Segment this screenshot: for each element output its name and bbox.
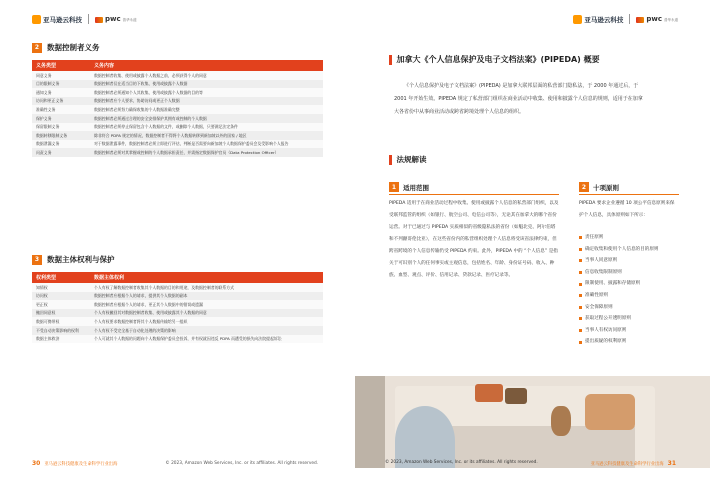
- bullet-icon: [579, 341, 582, 344]
- pwc-logo-subtext: 普华永道: [122, 18, 137, 22]
- table-header-row: [32, 272, 323, 283]
- footer-right: [591, 460, 676, 467]
- footer-brand: 亚马逊云科技健康及生命科学行业出海: [590, 461, 664, 467]
- table-row: [32, 114, 323, 123]
- principles-intro: PIPEDA 要求企业遵循 10 项公平信息原则来保护个人信息，具体原则如下所示：: [579, 201, 675, 218]
- section-number: 3: [32, 255, 42, 265]
- table-cell: 数据控制者应个人要求，协助访问或更正个人数据: [90, 97, 323, 106]
- table-cell: 除非符合 PDPA 规定的情况，数据控制者不得将个人数据转移到新加坡以外的国家 / 地区: [90, 131, 323, 140]
- table-cell: 个人有权撤回其对数据控制者收集、使用或披露其个人数据的同意: [90, 309, 323, 318]
- list-item-text: 安全保障原则: [585, 304, 613, 310]
- left-header-logos: [32, 14, 137, 24]
- aws-logo-text: 亚马逊云科技: [584, 15, 624, 24]
- principles-heading: [579, 182, 619, 192]
- heading-accent-bar: [389, 55, 392, 65]
- section-number: 1: [389, 182, 399, 192]
- table-cell: 个人有权了解数据控制者收集其个人数据的目的和用途，及数据控制者的联系方式: [90, 283, 323, 292]
- list-item: [579, 244, 679, 256]
- table-cell: 数据控制者必须停止保留包含个人数据的文件，或删除个人数据，只要满足法定条件: [90, 123, 323, 132]
- table-header-row: [32, 60, 323, 71]
- footer-brand: 亚马逊云科技健康及生命科学行业出海: [44, 461, 118, 467]
- table-row: [32, 105, 323, 114]
- bullet-icon: [579, 306, 582, 309]
- pipeda-overview-heading: [389, 54, 600, 65]
- section-title: 适用范围: [403, 183, 429, 192]
- section-title: 数据主体权利与保护: [47, 255, 115, 264]
- table-cell: 不受自动决策影响的权利: [32, 326, 90, 335]
- list-item-text: 获取过程公开透明原则: [585, 316, 631, 322]
- table-cell: 准确性义务: [32, 105, 90, 114]
- table-cell: 数据控制者必须通知个人其收集、使用或披露个人数据的目的等: [90, 88, 323, 97]
- list-item-text: 准确性原则: [585, 292, 608, 298]
- scope-underline: [389, 194, 559, 195]
- list-item: [579, 336, 679, 348]
- bullet-icon: [579, 329, 582, 332]
- page-number: 31: [667, 460, 676, 467]
- table-cell: 撤回同意权: [32, 309, 90, 318]
- table-cell: 保护义务: [32, 114, 90, 123]
- table-cell: 同意义务: [32, 71, 90, 80]
- table-row: [32, 326, 323, 335]
- pwc-logo-icon: [95, 17, 103, 23]
- list-item: [579, 267, 679, 279]
- section-title: 十项原则: [593, 183, 619, 192]
- table-row: [32, 123, 323, 132]
- pwc-logo-icon: [636, 17, 644, 23]
- footer-copyright: © 2023, Amazon Web Services, Inc. or its affiliates. All rights reserved.: [385, 460, 538, 465]
- table-header-cell: 义务类型: [32, 60, 90, 71]
- list-item-text: 当事人同意原则: [585, 258, 618, 264]
- table-row: [32, 292, 323, 301]
- scope-text: PIPEDA 适用于在商业活动过程中收集、使用或披露个人信息的私营部门组织，以及受联邦监管的组织（如银行、航空公司、电信公司等），无论其在加拿大的哪个省份运营。对于已通过与 PIPEDA 实质相似的省级隐私法的省份（如魁北克、阿尔伯塔和不列颠哥伦比亚），在这些省份内的私营组织处理个人信息将受该省法律约束，但跨省跨境的个人信息传输仍受 PIPEDA 约束。此外，PIPEDA 中的 “个人信息” 是指关于可识别个人的任何事实或主观信息，包括姓名、年龄、身份证号码、收入、种族、血型、观点、评价、信用记录、贷款记录、医疗记录等。: [389, 201, 559, 278]
- pwc-logo-text: pwc: [646, 15, 662, 23]
- table-cell: 数据转移限制义务: [32, 131, 90, 140]
- table-cell: 对于数据泄露事件，数据控制者必须立即进行评估，判断是否需要向新加坡个人数据保护委员会及受影响个人报告: [90, 140, 323, 149]
- section-heading-data-subject-rights: [32, 254, 115, 265]
- table-cell: 数据控制者应根据个人的请求，更正其个人数据中的错误或遗漏: [90, 300, 323, 309]
- table-row: [32, 97, 323, 106]
- table-cell: 知情权: [32, 283, 90, 292]
- pwc-logo-subtext: 普华永道: [664, 18, 678, 22]
- regulation-interpretation-heading: [389, 154, 427, 165]
- footer-copyright: © 2023, Amazon Web Services, Inc. or its affiliates. All rights reserved.: [165, 461, 319, 466]
- list-item: [579, 255, 679, 267]
- pwc-logo-text: pwc: [105, 15, 121, 23]
- list-item-text: 限制使用、披露和存储原则: [585, 281, 641, 287]
- office-photo: [355, 376, 710, 468]
- table-cell: 个人有权不受完全基于自动化处理的决策的影响: [90, 326, 323, 335]
- list-item: [579, 278, 679, 290]
- logo-divider: [629, 14, 630, 24]
- table-cell: 数据控制者必须通过合理的安全安排保护其拥有或控制的个人数据: [90, 114, 323, 123]
- table-row: [32, 335, 323, 344]
- table-row: [32, 309, 323, 318]
- table-cell: 目的限制义务: [32, 80, 90, 89]
- bullet-icon: [579, 236, 582, 239]
- bullet-icon: [579, 294, 582, 297]
- table-row: [32, 88, 323, 97]
- right-header-logos: [573, 14, 678, 24]
- page-title: 加拿大《个人信息保护及电子文档法案》(PIPEDA) 概要: [396, 55, 600, 64]
- intro-paragraph: 《个人信息保护及电子文档法案》(PIPEDA) 是加拿大联邦层面的私营部门隐私法，于 2000 年通过后，于 2001 年开始生效。PIPEDA 规定了私营部门组织在商业活动中收集、使用和披露个人信息的规则，适用于在加拿大各省份中从事商业活动或跨省跨境处理个人信息的组织。: [394, 83, 643, 115]
- bullet-icon: [579, 317, 582, 320]
- right-footer: [385, 460, 676, 467]
- bullet-icon: [579, 259, 582, 262]
- table-cell: 数据控制者必须对其掌握或控制的个人数据承担责任，并需指定数据保护官员（Data Protection Officer）: [90, 148, 323, 157]
- list-item: [579, 290, 679, 302]
- table-cell: 数据控制者应根据个人的请求，提供其个人数据的副本: [90, 292, 323, 301]
- heading-accent-bar: [389, 155, 392, 165]
- aws-logo: [573, 15, 623, 24]
- table-row: [32, 71, 323, 80]
- aws-logo: [32, 15, 82, 24]
- table-row: [32, 317, 323, 326]
- logo-divider: [88, 14, 89, 24]
- table-cell: 问责义务: [32, 148, 90, 157]
- table-cell: 通知义务: [32, 88, 90, 97]
- principles-list: [579, 232, 679, 348]
- table-cell: 个人有权要求数据控制者将其个人数据传输给另一组织: [90, 317, 323, 326]
- right-page: [355, 0, 710, 481]
- table-header-cell: 义务内容: [90, 60, 323, 71]
- left-footer: [32, 460, 318, 467]
- section-title: 法规解读: [396, 155, 427, 164]
- section-title: 数据控制者义务: [47, 43, 100, 52]
- table-row: [32, 140, 323, 149]
- table-row: [32, 131, 323, 140]
- page-number: 30: [32, 460, 41, 467]
- list-item-text: 信息收集限制原则: [585, 269, 622, 275]
- table-cell: 保留限制义务: [32, 123, 90, 132]
- table-cell: 访问和更正义务: [32, 97, 90, 106]
- list-item-text: 当事人有权访问原则: [585, 327, 627, 333]
- table-row: [32, 80, 323, 89]
- section-heading-controller-obligations: [32, 42, 100, 53]
- table-cell: 数据泄漏义务: [32, 140, 90, 149]
- bullet-icon: [579, 271, 582, 274]
- list-item: [579, 325, 679, 337]
- bullet-icon: [579, 283, 582, 286]
- list-item: [579, 232, 679, 244]
- table-cell: 数据控制者收集、使用或披露个人数据之前，必须获得个人的同意: [90, 71, 323, 80]
- table-cell: 数据可携带权: [32, 317, 90, 326]
- table-cell: 数据控制者必须努力确保收集的个人数据准确完整: [90, 105, 323, 114]
- list-item-text: 提出质疑的权利原则: [585, 339, 627, 345]
- table-row: [32, 300, 323, 309]
- table-cell: 数据控制者仅在适当目的下收集、使用或披露个人数据: [90, 80, 323, 89]
- table-cell: 更正权: [32, 300, 90, 309]
- table-header-cell: 数据主体权利: [90, 272, 323, 283]
- aws-logo-icon: [573, 15, 582, 24]
- table-row: [32, 283, 323, 292]
- table-cell: 个人可就其个人数据的问题向个人数据保护委员会投诉，并有权就因违反 PDPA 而遭受的损失向法院提起诉讼: [90, 335, 323, 344]
- list-item-text: 责任原则: [585, 235, 604, 240]
- aws-logo-text: 亚马逊云科技: [43, 15, 82, 24]
- list-item-text: 确定收集和使用个人信息的目的原则: [585, 246, 659, 252]
- list-item: [579, 302, 679, 314]
- principles-underline: [579, 194, 679, 195]
- list-item: [579, 313, 679, 325]
- table-row: [32, 148, 323, 157]
- table-header-cell: 权利类型: [32, 272, 90, 283]
- table-cell: 访问权: [32, 292, 90, 301]
- scope-heading: [389, 182, 429, 192]
- obligations-table: [32, 60, 323, 157]
- rights-table: [32, 272, 323, 343]
- pwc-logo: [95, 15, 137, 23]
- bullet-icon: [579, 248, 582, 251]
- section-number: 2: [32, 43, 42, 53]
- table-cell: 数据主体救济: [32, 335, 90, 344]
- pwc-logo: [636, 15, 678, 23]
- section-number: 2: [579, 182, 589, 192]
- aws-logo-icon: [32, 15, 41, 24]
